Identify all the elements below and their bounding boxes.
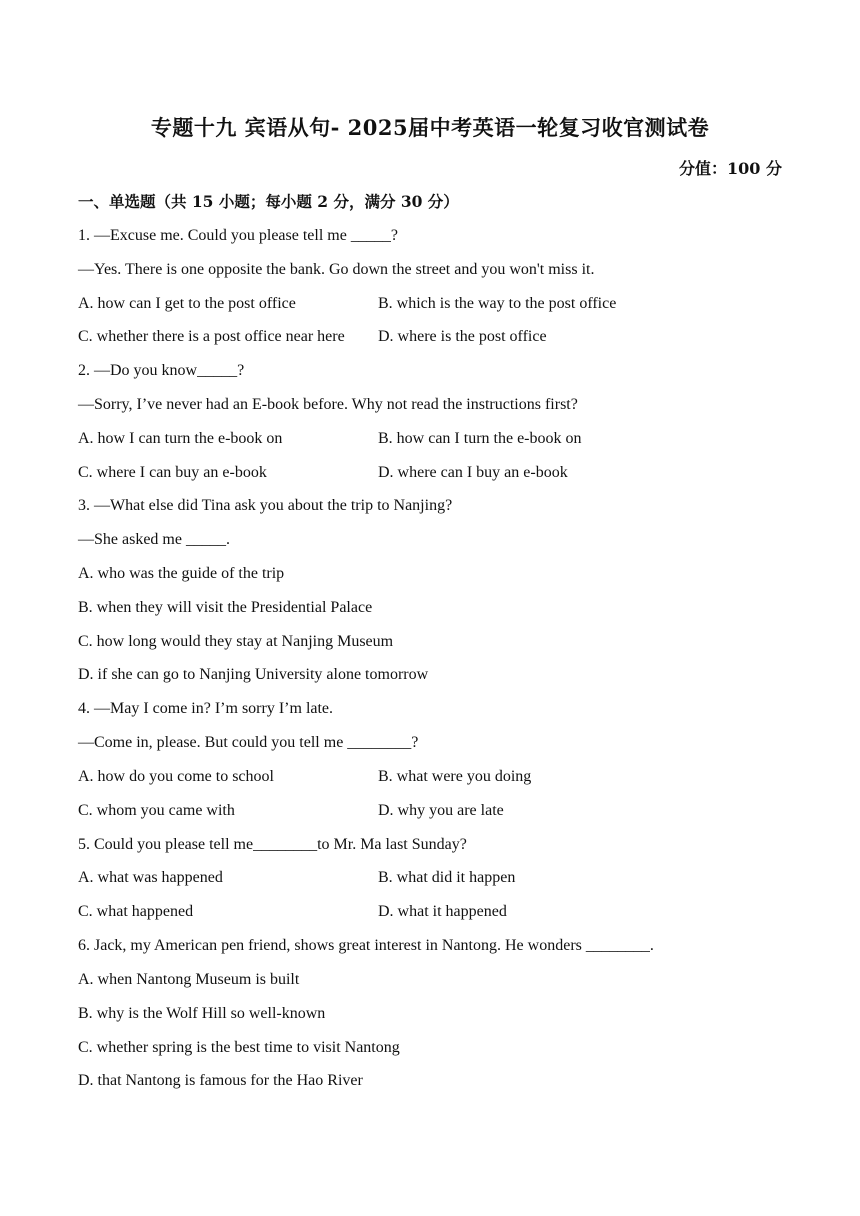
question-1-option-d: D. where is the post office [378,328,547,345]
question-5-option-b: B. what did it happen [378,869,516,886]
question-5-option-c: C. what happened [78,903,194,920]
section-heading: 一、单选题（共 15 小题；每小题 2 分，满分 30 分） [78,192,459,211]
score-label: 分值：100 分 [679,159,782,178]
question-3-stem: 3. —What else did Tina ask you about the trip to Nanjing? [78,497,453,514]
question-2-option-a: A. how I can turn the e-book on [78,430,283,447]
question-6-option-b: B. why is the Wolf Hill so well-known [78,1005,326,1022]
question-6-option-c: C. whether spring is the best time to visit Nantong [78,1039,400,1056]
question-6-option-d: D. that Nantong is famous for the Hao River [78,1072,363,1089]
question-6-stem: 6. Jack, my American pen friend, shows great interest in Nantong. He wonders ________. [78,937,654,954]
question-5-stem: 5. Could you please tell me________to Mr. Ma last Sunday? [78,836,467,853]
question-4-stem: 4. —May I come in? I’m sorry I’m late. [78,700,334,717]
question-3-option-c: C. how long would they stay at Nanjing Museum [78,633,394,650]
question-3-option-d: D. if she can go to Nanjing University alone tomorrow [78,666,429,683]
question-4-option-b: B. what were you doing [378,768,532,785]
question-2-option-d: D. where can I buy an e-book [378,464,568,481]
question-1-stem: 1. —Excuse me. Could you please tell me _____? [78,227,398,244]
question-2-stem: 2. —Do you know_____? [78,362,245,379]
page-title: 专题十九 宾语从句- 2025届中考英语一轮复习收官测试卷 [150,115,710,140]
question-2-option-b: B. how can I turn the e-book on [378,430,582,447]
question-5-option-a: A. what was happened [78,869,223,886]
question-4-option-c: C. whom you came with [78,802,235,819]
question-4-option-a: A. how do you come to school [78,768,274,785]
question-5-option-d: D. what it happened [378,903,507,920]
question-3-option-a: A. who was the guide of the trip [78,565,285,582]
question-1-option-b: B. which is the way to the post office [378,295,617,312]
question-1-option-a: A. how can I get to the post office [78,295,296,312]
question-6-option-a: A. when Nantong Museum is built [78,971,300,988]
question-4-reply: —Come in, please. But could you tell me ________? [78,734,419,751]
question-4-option-d: D. why you are late [378,802,504,819]
question-2-option-c: C. where I can buy an e-book [78,464,267,481]
question-1-reply: —Yes. There is one opposite the bank. Go down the street and you won't miss it. [78,261,595,278]
question-3-option-b: B. when they will visit the Presidential Palace [78,599,373,616]
question-2-reply: —Sorry, I’ve never had an E-book before. Why not read the instructions first? [78,396,578,413]
question-1-option-c: C. whether there is a post office near here [78,328,345,345]
question-3-reply: —She asked me _____. [78,531,230,548]
